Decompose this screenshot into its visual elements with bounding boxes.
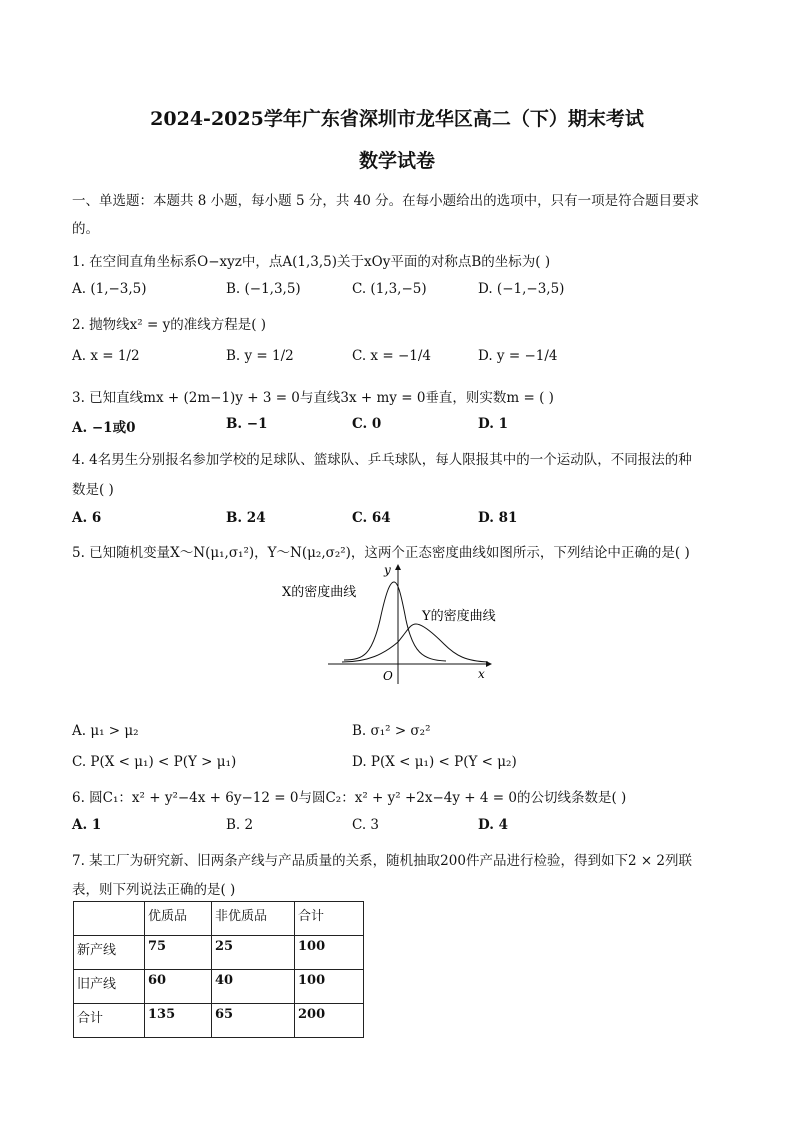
contingency-table — [73, 901, 364, 1038]
q1-option-d: D. (−1,−3,5) — [478, 281, 565, 297]
q6-option-d: D. 4 — [478, 817, 509, 833]
table-row-label: 合计 — [74, 1004, 145, 1038]
q3-option-a: A. −1或0 — [72, 420, 136, 436]
question-7-stem: 7. 某工厂为研究新、旧两条产线与产品质量的关系，随机抽取200件产品进行检验，得到如下2 × 2列联 — [72, 853, 693, 869]
q1-option-c: C. (1,3,−5) — [352, 281, 427, 297]
y-curve-label: Y的密度曲线 — [422, 609, 496, 624]
q2-option-d: D. y = −1/4 — [478, 348, 558, 364]
table-cell: 40 — [212, 970, 295, 1004]
table-row-label: 新产线 — [74, 936, 145, 970]
q3-option-d: D. 1 — [478, 416, 509, 432]
section-intro: 一、单选题：本题共 8 小题，每小题 5 分，共 40 分。在每小题给出的选项中，只有一项是符合题目要求 — [72, 193, 700, 209]
question-6-stem: 6. 圆C₁：x² + y²−4x + 6y−12 = 0与圆C₂：x² + y² +2x−4y + 4 = 0的公切线条数是( ) — [72, 790, 627, 806]
q2-option-c: C. x = −1/4 — [352, 348, 431, 364]
q2-option-a: A. x = 1/2 — [72, 348, 140, 364]
question-4-stem-cont: 数是( ) — [72, 482, 114, 498]
table-cell: 75 — [145, 936, 212, 970]
question-5-stem: 5. 已知随机变量X～N(μ₁,σ₁²)，Y～N(μ₂,σ₂²)，这两个正态密度曲线如图所示，下列结论中正确的是( ) — [72, 545, 690, 561]
x-curve-label: X的密度曲线 — [282, 585, 357, 600]
normal-density-figure — [280, 560, 500, 690]
q6-option-a: A. 1 — [72, 817, 102, 833]
question-7-stem-cont: 表，则下列说法正确的是( ) — [72, 882, 236, 898]
q4-option-c: C. 64 — [352, 510, 391, 526]
question-1-stem: 1. 在空间直角坐标系O−xyz中，点A(1,3,5)关于xOy平面的对称点B的坐标为( ) — [72, 254, 551, 270]
origin-label: O — [383, 669, 393, 683]
question-3-stem: 3. 已知直线mx + (2m−1)y + 3 = 0与直线3x + my = 0垂直，则实数m = ( ) — [72, 390, 554, 406]
q4-option-a: A. 6 — [72, 510, 102, 526]
y-axis-arrow — [395, 564, 401, 570]
table-row — [74, 970, 364, 1004]
y-density-curve — [342, 624, 488, 662]
q6-option-c: C. 3 — [352, 817, 380, 833]
q3-option-c: C. 0 — [352, 416, 382, 432]
table-header-cell: 优质品 — [145, 902, 212, 936]
q6-option-b: B. 2 — [226, 817, 254, 833]
q5-option-a: A. μ₁ > μ₂ — [72, 723, 139, 739]
table-cell: 25 — [212, 936, 295, 970]
table-cell: 60 — [145, 970, 212, 1004]
table-cell: 200 — [295, 1004, 364, 1038]
question-4-stem: 4. 4名男生分别报名参加学校的足球队、篮球队、乒乓球队，每人限报其中的一个运动队，不同报法的种 — [72, 452, 692, 468]
q4-option-d: D. 81 — [478, 510, 518, 526]
table-row — [74, 1004, 364, 1038]
q1-option-b: B. (−1,3,5) — [226, 281, 301, 297]
q5-option-d: D. P(X < μ₁) < P(Y < μ₂) — [352, 754, 517, 770]
section-intro-cont: 的。 — [72, 221, 99, 237]
question-2-stem: 2. 抛物线x² = y的准线方程是( ) — [72, 317, 267, 333]
table-cell — [74, 902, 145, 936]
table-cell: 100 — [295, 970, 364, 1004]
table-cell: 100 — [295, 936, 364, 970]
table-cell: 135 — [145, 1004, 212, 1038]
table-header-row — [74, 902, 364, 936]
q1-option-a: A. (1,−3,5) — [72, 281, 147, 297]
table-row — [74, 936, 364, 970]
q3-option-b: B. −1 — [226, 416, 268, 432]
table-cell: 65 — [212, 1004, 295, 1038]
q5-option-c: C. P(X < μ₁) < P(Y > μ₁) — [72, 754, 237, 770]
table-row-label: 旧产线 — [74, 970, 145, 1004]
y-axis-label: y — [384, 563, 391, 577]
exam-subtitle: 数学试卷 — [358, 150, 435, 172]
q4-option-b: B. 24 — [226, 510, 266, 526]
table-header-cell: 合计 — [295, 902, 364, 936]
q2-option-b: B. y = 1/2 — [226, 348, 294, 364]
table-header-cell: 非优质品 — [212, 902, 295, 936]
q5-option-b: B. σ₁² > σ₂² — [352, 723, 431, 739]
x-axis-label: x — [478, 667, 485, 681]
exam-title: 2024-2025学年广东省深圳市龙华区高二（下）期末考试 — [150, 108, 644, 130]
